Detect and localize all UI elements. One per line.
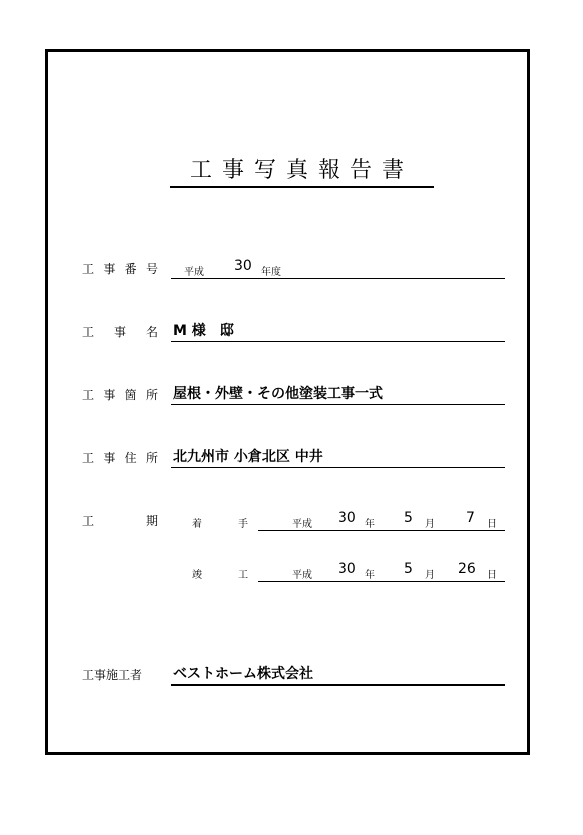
period-end-day: 26 <box>458 561 476 577</box>
period-end-day-unit: 日 <box>487 570 497 581</box>
document-title: 工事写真報告書 <box>170 156 434 188</box>
construction-address-value: 北九州市 小倉北区 中井 <box>173 449 323 465</box>
period-end-era: 平成 <box>292 570 312 581</box>
period-end-year-unit: 年 <box>365 570 375 581</box>
period-end-month-unit: 月 <box>425 570 435 581</box>
period-start-year: 30 <box>338 510 356 526</box>
contractor-value: ベストホーム株式会社 <box>173 666 313 682</box>
construction-number-underline <box>171 264 505 279</box>
period-start-day: 7 <box>466 510 475 526</box>
period-start-month-unit: 月 <box>425 519 435 530</box>
field-label-construction-number: 工 事 番 号 <box>82 262 158 276</box>
period-end-label: 竣 工 <box>192 570 248 581</box>
period-start-label: 着 手 <box>192 519 248 530</box>
period-start-era: 平成 <box>292 519 312 530</box>
construction-number-era: 平成 <box>184 267 204 278</box>
period-end-month: 5 <box>404 561 413 577</box>
field-label-construction-location: 工 事 箇 所 <box>82 388 158 402</box>
field-label-construction-period: 工 期 <box>82 514 158 528</box>
construction-location-value: 屋根・外壁・その他塗装工事一式 <box>173 386 383 402</box>
period-start-month: 5 <box>404 510 413 526</box>
field-label-contractor: 工事施工者 <box>82 668 143 682</box>
construction-number-year: 30 <box>234 258 252 274</box>
period-start-day-unit: 日 <box>487 519 497 530</box>
period-end-year: 30 <box>338 561 356 577</box>
field-label-construction-name: 工 事 名 <box>82 325 158 339</box>
construction-name-value: M 様 邸 <box>173 323 234 339</box>
field-label-construction-address: 工 事 住 所 <box>82 451 158 465</box>
construction-number-suffix: 年度 <box>261 267 281 278</box>
period-start-year-unit: 年 <box>365 519 375 530</box>
